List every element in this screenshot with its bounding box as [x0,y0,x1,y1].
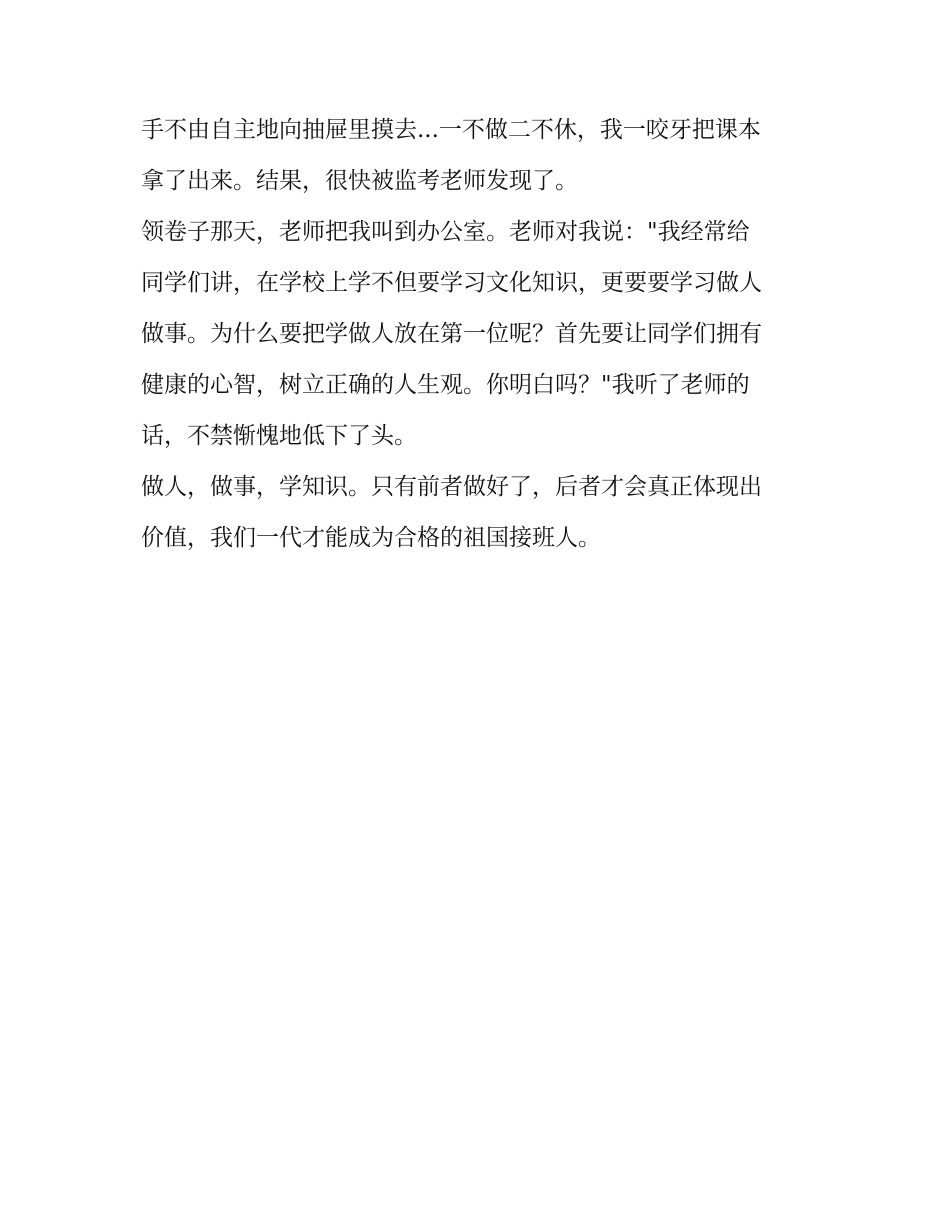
text-line: 健康的心智，树立正确的人生观。你明白吗？"我听了老师的 [141,372,750,398]
text-line: 拿了出来。结果，很快被监考老师发现了。 [141,168,578,194]
text-line: 领卷子那天，老师把我叫到办公室。老师对我说："我经常给 [141,219,750,245]
text-line: 同学们讲，在学校上学不但要学习文化知识，更要要学习做人 [141,270,762,296]
text-line: 做人，做事，学知识。只有前者做好了，后者才会真正体现出 [141,474,762,500]
text-line: 价值，我们一代才能成为合格的祖国接班人。 [141,525,601,551]
text-line: 话，不禁惭愧地低下了头。 [141,423,417,449]
text-line: 手不由自主地向抽屉里摸去...一不做二不休，我一咬牙把课本 [141,117,761,143]
document-body [141,105,821,564]
text-line: 做事。为什么要把学做人放在第一位呢？首先要让同学们拥有 [141,321,762,347]
